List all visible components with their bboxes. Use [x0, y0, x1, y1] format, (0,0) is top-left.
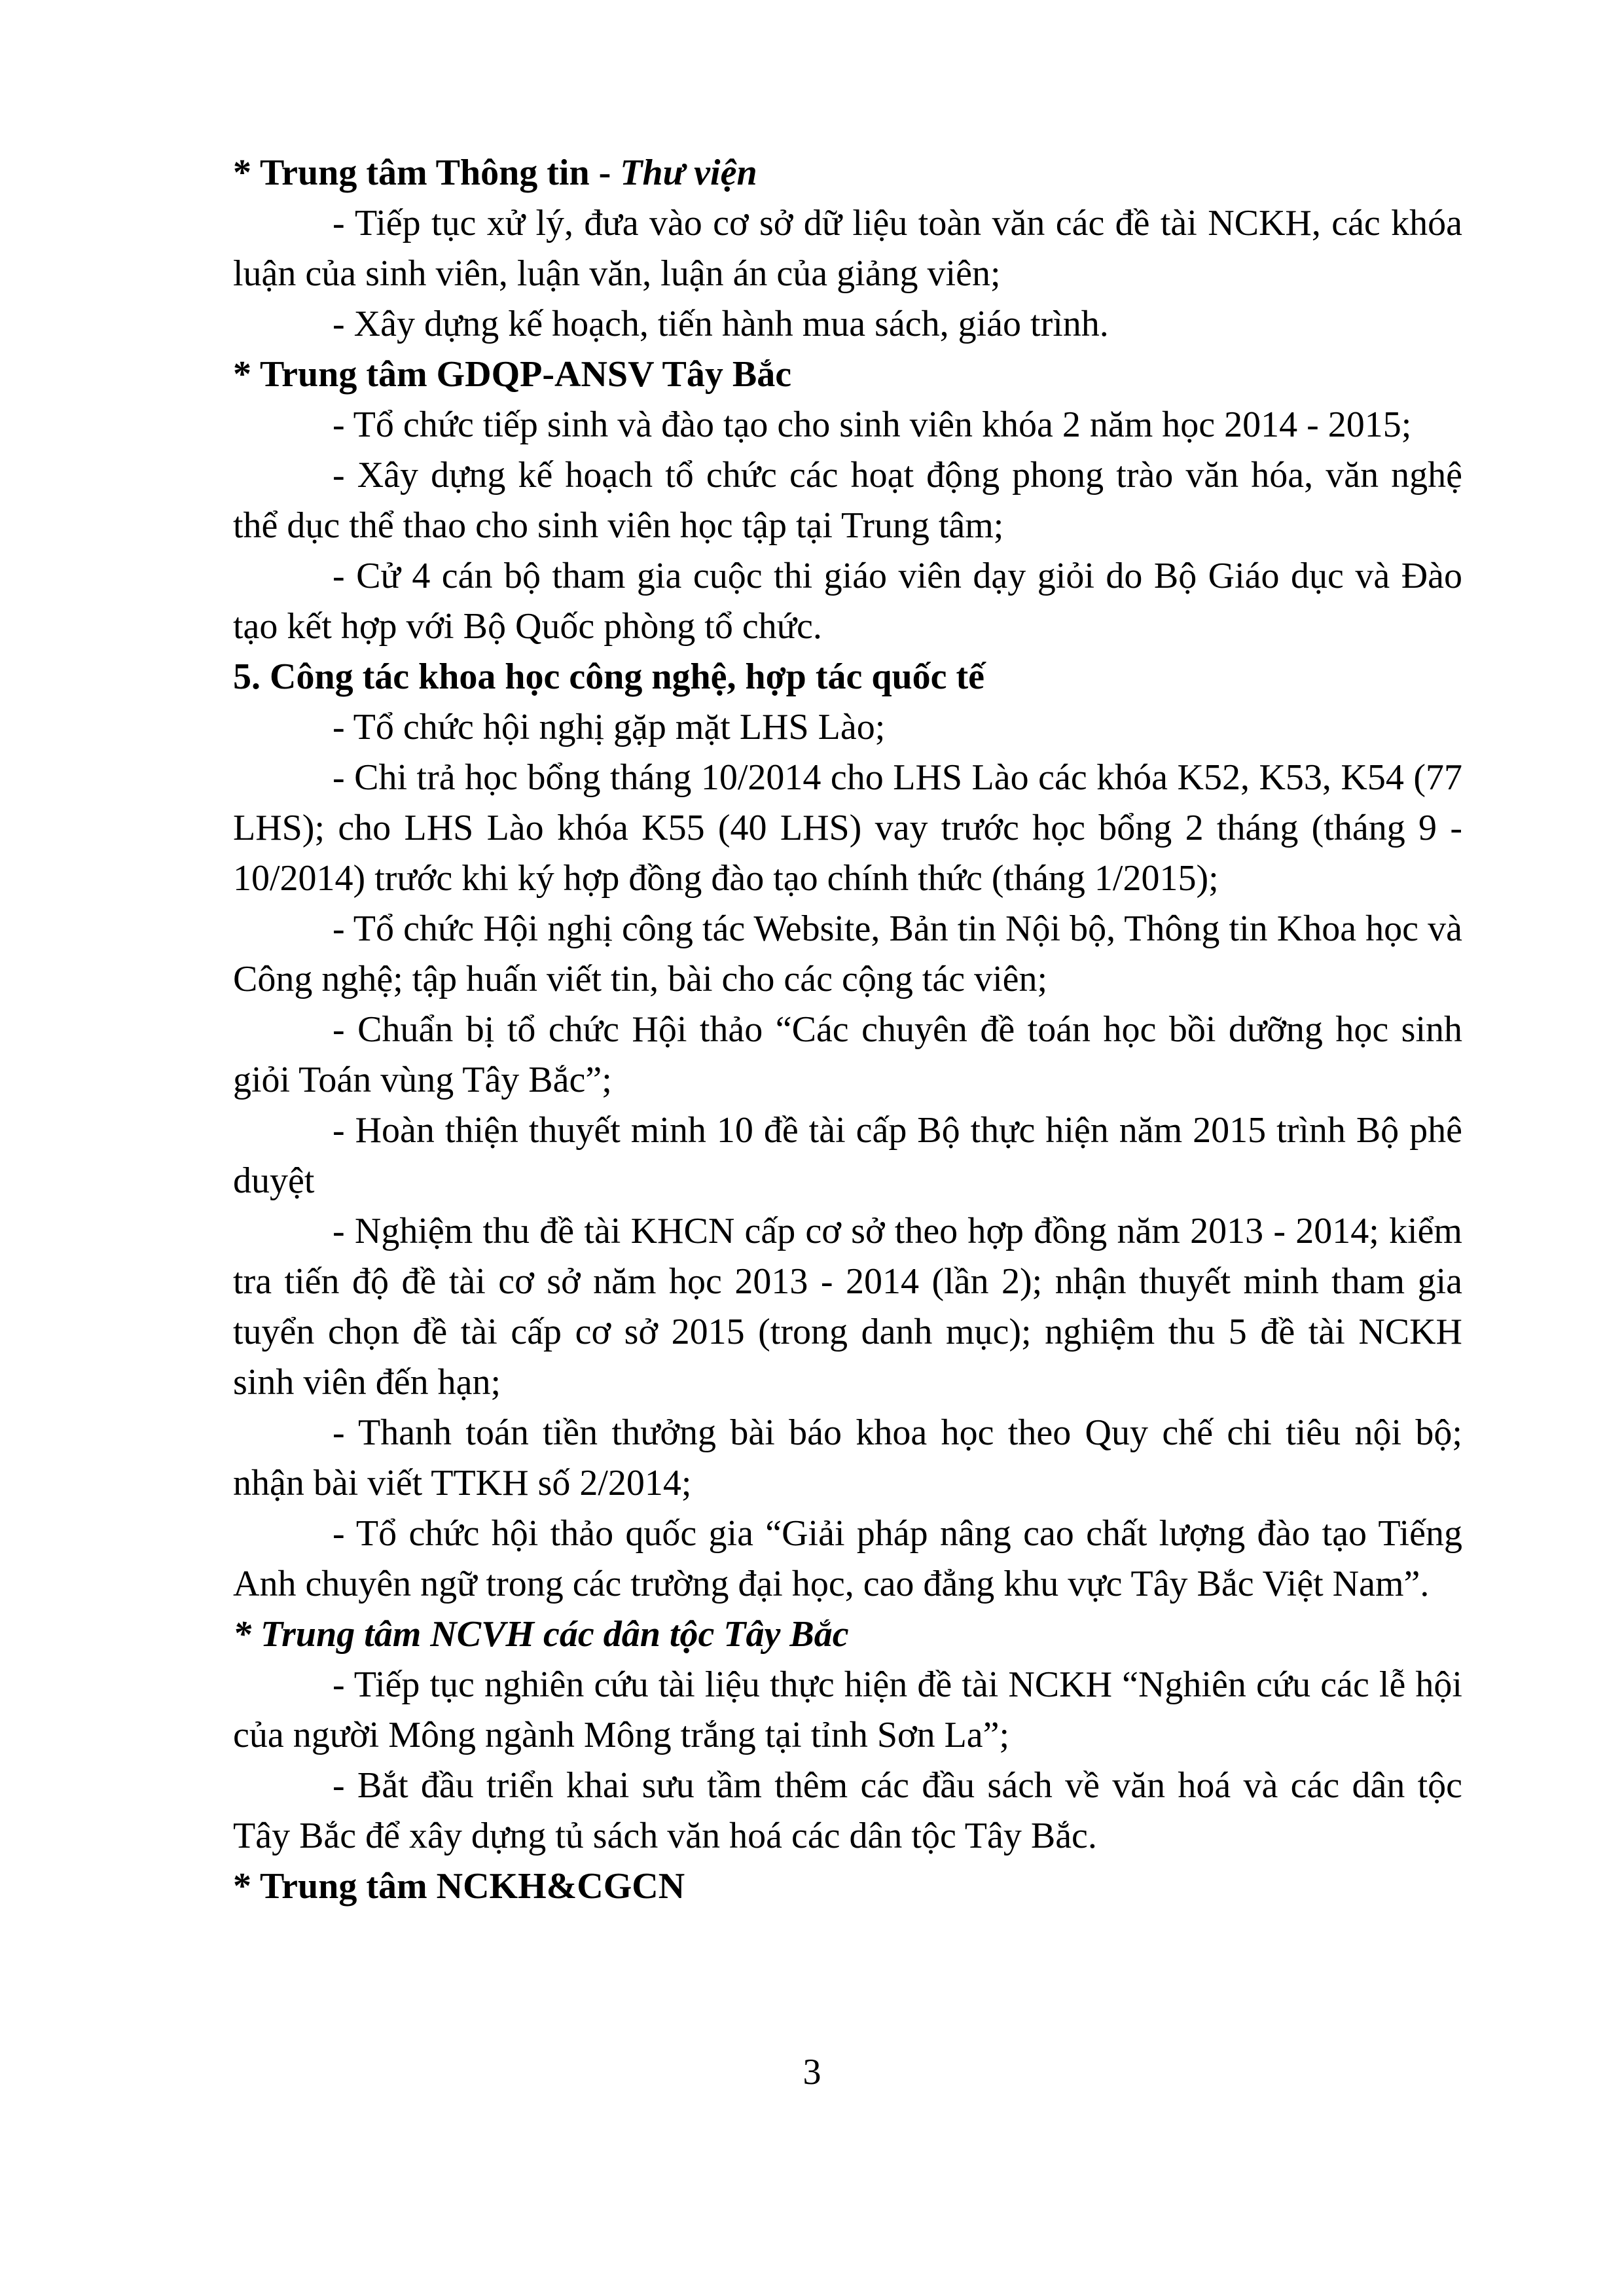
list-item: - Cử 4 cán bộ tham gia cuộc thi giáo viên dạy giỏi do Bộ Giáo dục và Đào tạo kết hợp với Bộ Quốc phòng tổ chức. — [233, 556, 1462, 647]
heading-ncvh: * Trung tâm NCVH các dân tộc Tây Bắc — [233, 1614, 849, 1655]
page-number: 3 — [803, 2052, 821, 2092]
list-item: - Tổ chức hội nghị gặp mặt LHS Lào; — [333, 707, 886, 747]
heading-text: * Trung tâm Thông tin - — [233, 152, 621, 193]
list-item: - Tổ chức hội thảo quốc gia “Giải pháp nâng cao chất lượng đào tạo Tiếng Anh chuyên ngữ trong các trường đại học, cao đẳng khu vực Tây Bắc Việt Nam”. — [233, 1513, 1462, 1604]
list-item: - Chuẩn bị tổ chức Hội thảo “Các chuyên đề toán học bồi dưỡng học sinh giỏi Toán vùng Tây Bắc”; — [233, 1009, 1462, 1100]
list-item: - Thanh toán tiền thưởng bài báo khoa học theo Quy chế chi tiêu nội bộ; nhận bài viết TTKH số 2/2014; — [233, 1412, 1462, 1503]
heading-italic-text: Thư viện — [620, 152, 757, 193]
heading-thong-tin-thu-vien — [233, 148, 1462, 198]
heading-gdqp-ansv: * Trung tâm GDQP-ANSV Tây Bắc — [233, 354, 792, 395]
heading-khcn-htqt: 5. Công tác khoa học công nghệ, hợp tác quốc tế — [233, 656, 984, 697]
list-item: - Tiếp tục xử lý, đưa vào cơ sở dữ liệu toàn văn các đề tài NCKH, các khóa luận của sinh viên, luận văn, luận án của giảng viên; — [233, 203, 1462, 294]
list-item: - Tiếp tục nghiên cứu tài liệu thực hiện đề tài NCKH “Nghiên cứu các lễ hội của người Mông ngành Mông trắng tại tỉnh Sơn La”; — [233, 1664, 1462, 1755]
list-item: - Xây dựng kế hoạch, tiến hành mua sách, giáo trình. — [333, 304, 1109, 344]
page-body — [233, 148, 1462, 1912]
list-item: - Tổ chức tiếp sinh và đào tạo cho sinh viên khóa 2 năm học 2014 - 2015; — [333, 404, 1412, 445]
heading-nckh-cgcn: * Trung tâm NCKH&CGCN — [233, 1866, 685, 1907]
list-item: - Bắt đầu triển khai sưu tầm thêm các đầu sách về văn hoá và các dân tộc Tây Bắc để xây dựng tủ sách văn hoá các dân tộc Tây Bắc. — [233, 1765, 1462, 1856]
list-item: - Chi trả học bổng tháng 10/2014 cho LHS Lào các khóa K52, K53, K54 (77 LHS); cho LHS Lào khóa K55 (40 LHS) vay trước học bổng 2 tháng (tháng 9 - 10/2014) trước khi ký hợp đồng đào tạo chính thức (tháng 1/2015); — [233, 757, 1462, 899]
list-item: - Hoàn thiện thuyết minh 10 đề tài cấp Bộ thực hiện năm 2015 trình Bộ phê duyệt — [233, 1110, 1462, 1201]
list-item: - Tổ chức Hội nghị công tác Website, Bản tin Nội bộ, Thông tin Khoa học và Công nghệ; tập huấn viết tin, bài cho các cộng tác viên; — [233, 908, 1462, 999]
list-item: - Nghiệm thu đề tài KHCN cấp cơ sở theo hợp đồng năm 2013 - 2014; kiểm tra tiến độ đề tài cơ sở năm học 2013 - 2014 (lần 2); nhận thuyết minh tham gia tuyển chọn đề tài cấp cơ sở 2015 (trong danh mục); nghiệm thu 5 đề tài NCKH sinh viên đến hạn; — [233, 1211, 1462, 1403]
list-item: - Xây dựng kế hoạch tổ chức các hoạt động phong trào văn hóa, văn nghệ thể dục thể thao cho sinh viên học tập tại Trung tâm; — [233, 455, 1462, 546]
